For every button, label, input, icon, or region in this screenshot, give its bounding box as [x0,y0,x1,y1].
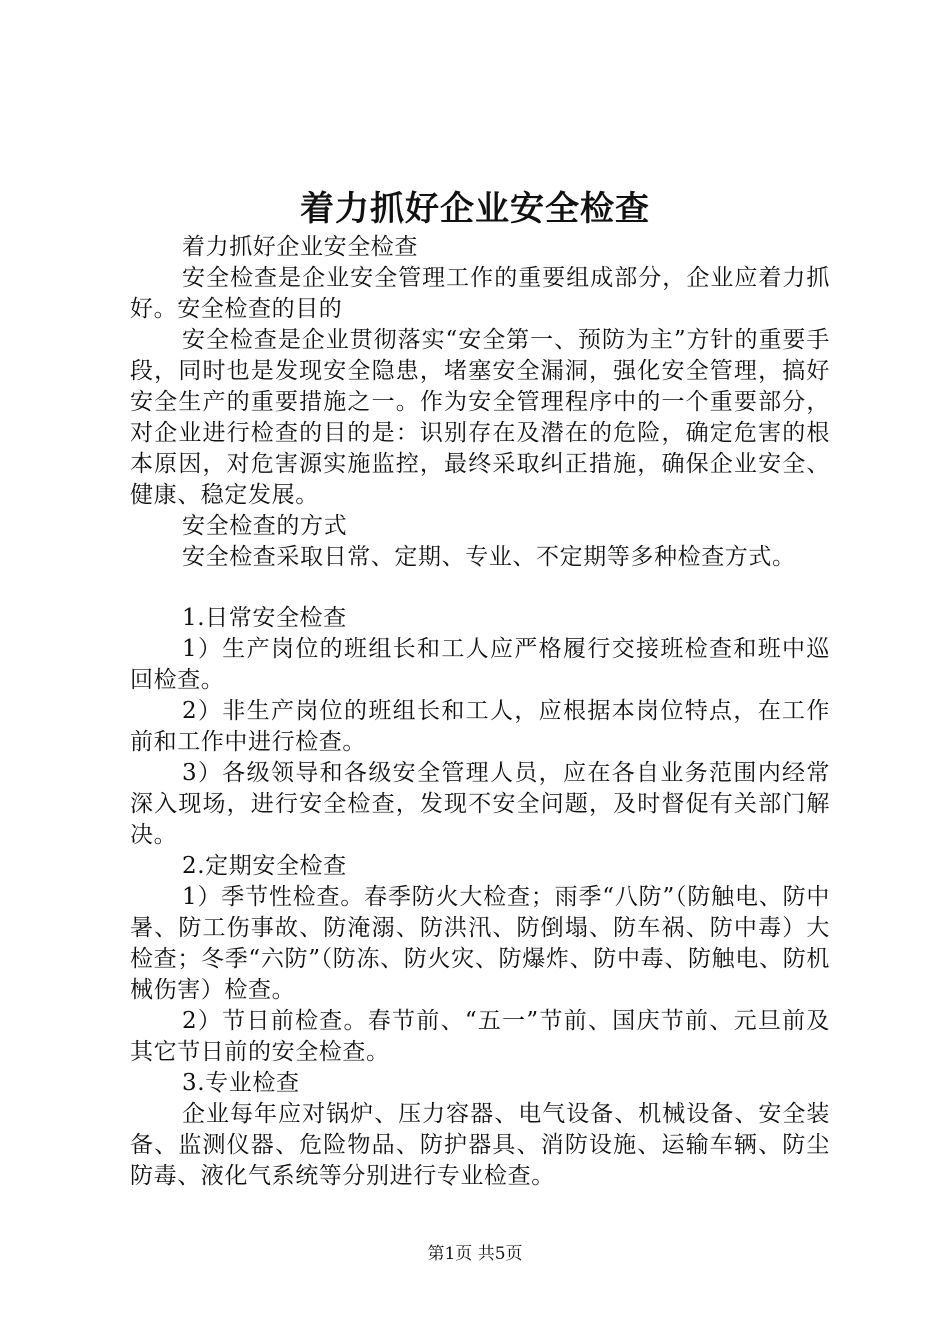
list-item-periodic-2: 2）节日前检查。春节前、“五一”节前、国庆节前、元旦前及其它节日前的安全检查。 [130,1008,830,1065]
section-heading-daily: 1.日常安全检查 [182,605,347,631]
page-number-footer: 第1页 共5页 [427,1244,523,1264]
section-heading-periodic: 2.定期安全检查 [182,853,347,879]
list-item-daily-2: 2）非生产岗位的班组长和工人，应根据本岗位特点，在工作前和工作中进行检查。 [130,698,830,755]
list-item-daily-1: 1）生产岗位的班组长和工人应严格履行交接班检查和班中巡回检查。 [130,636,830,693]
paragraph-professional: 企业每年应对锅炉、压力容器、电气设备、机械设备、安全装备、监测仪器、危险物品、防护器具、消防设施、运输车辆、防尘防毒、液化气系统等分别进行专业检查。 [130,1101,830,1189]
section-heading-professional: 3.专业检查 [182,1070,300,1096]
document-body [130,232,830,1192]
document-title: 着力抓好企业安全检查 [300,189,650,229]
paragraph-purpose: 安全检查是企业贯彻落实“安全第一、预防为主”方针的重要手段，同时也是发现安全隐患，堵塞安全漏洞，强化安全管理，搞好安全生产的重要措施之一。作为安全管理程序中的一个重要部分，对企业进行检查的目的是：识别存在及潜在的危险，确定危害的根本原因，对危害源实施监控，最终采取纠正措施，确保企业安全、健康、稳定发展。 [130,327,830,508]
list-item-periodic-1: 1）季节性检查。春季防火大检查；雨季“八防”（防触电、防中暑、防工伤事故、防淹溺、防洪汛、防倒塌、防车祸、防中毒）大检查；冬季“六防”（防冻、防火灾、防爆炸、防中毒、防触电、防机械伤害）检查。 [130,884,830,1003]
paragraph-subtitle: 着力抓好企业安全检查 [182,234,418,260]
paragraph-intro: 安全检查是企业安全管理工作的重要组成部分，企业应着力抓好。安全检查的目的 [130,265,830,322]
section-heading-methods: 安全检查的方式 [182,513,348,539]
list-item-daily-3: 3）各级领导和各级安全管理人员，应在各自业务范围内经常深入现场，进行安全检查，发现不安全问题，及时督促有关部门解决。 [130,760,830,848]
paragraph-methods: 安全检查采取日常、定期、专业、不定期等多种检查方式。 [182,544,796,570]
